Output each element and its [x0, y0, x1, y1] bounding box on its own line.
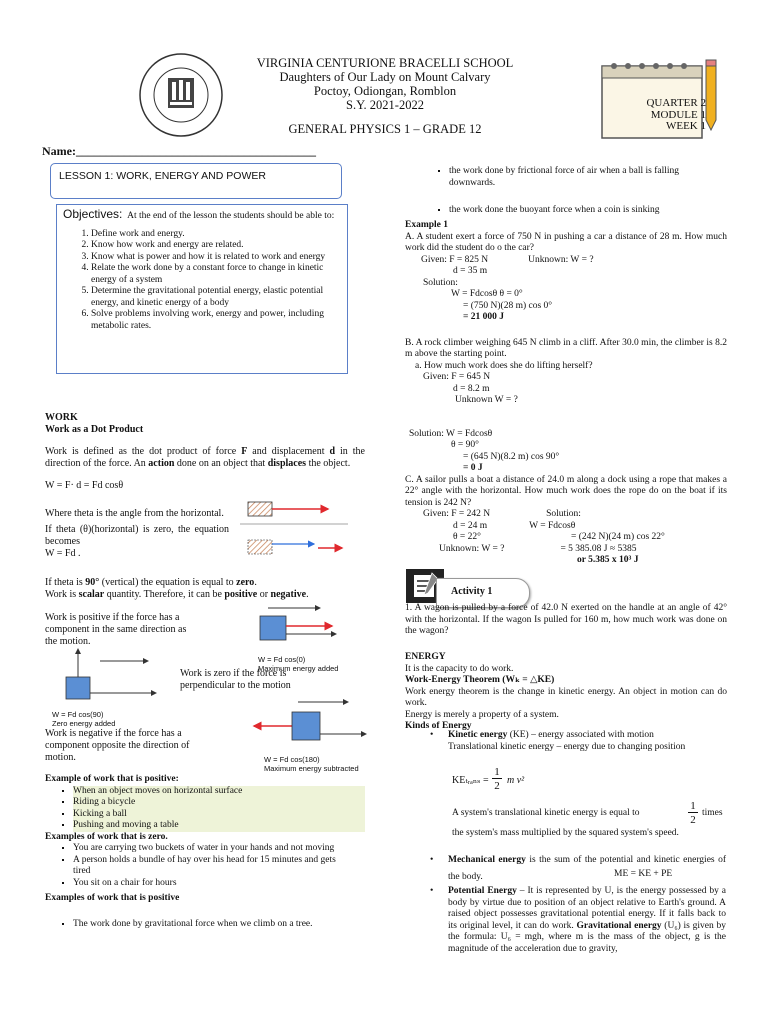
negative-work-diagram: [248, 694, 378, 776]
given-c: Given: F = 242 N: [423, 509, 491, 519]
kinds-of-energy-heading: Kinds of Energy: [405, 721, 472, 731]
zero-work-diagram: [52, 645, 182, 727]
ke-sentence: A system's translational kinetic energy is equal to 1 2 times: [452, 800, 723, 826]
work-definition: Work is defined as the dot product of force F and displacement d in the direction of the force. An action done on an object that displaces the object.: [45, 446, 365, 469]
list-item: ▪ The work done by gravitational force when we climb on a tree.: [73, 919, 353, 931]
solution-b-2: = (645 N)(8.2 m) cos 90°: [463, 451, 560, 462]
mechanical-energy-item: • Mechanical energy is the sum of the potential and kinetic energies of the body.: [430, 855, 726, 882]
lesson-title: LESSON 1: WORK, ENERGY AND POWER: [59, 170, 266, 182]
example1-heading: Example 1: [405, 220, 449, 230]
objectives-box: [56, 204, 348, 374]
module-label: MODULE 1: [650, 108, 706, 121]
example1-problem-a: A. A student exert a force of 750 N in pushing a car a distance of 28 m. How much work did the student do o the car?: [405, 231, 727, 253]
question-b: a. How much work does she do lifting herself?: [415, 360, 593, 371]
objective-item: 1. Define work and energy.: [91, 229, 341, 241]
unknown-c: Unknown: W = ?: [439, 543, 505, 554]
potential-energy-item: • Potential Energy – It is represented by U, is the energy possessed by a body by virtue due to position of an object relative to Earth's ground. A raised object possesses gravitational potential energy. If it falls back to its original level, it can do work. Gravitational energy (U₆) is given by the formula: U₆ = mgh, where m is the mass of the object, g is the magnitude of the acceleration due to gravity,: [430, 886, 726, 954]
activity-question: 1. A wagon is pulled by a force of 42.0 N exerted on the handle at an angle of 42° with the horizontal. If the wagon Is pulled for 160 m, how much work was done on the wagon?: [405, 603, 727, 636]
list-item: ▪ When an object moves on horizontal surface: [73, 786, 365, 798]
list-item: ▪ Pushing and moving a table: [73, 820, 365, 832]
distance-a: d = 35 m: [453, 266, 488, 276]
theta-c: θ = 22°: [453, 532, 481, 542]
zero-caption-note: Zero energy added: [52, 719, 116, 728]
list-item: ▪ the work done by frictional force of air when a ball is falling downwards.: [449, 166, 725, 189]
solution-a-label: Solution:: [423, 277, 458, 288]
given-b: Given: F = 645 N: [423, 372, 491, 382]
list-item: ▪ You are carrying two buckets of water in your hands and not moving: [73, 843, 353, 855]
objective-item: 2. Know how work and energy are related.: [91, 240, 341, 252]
solution-c-3: or 5.385 x 10³ J: [577, 555, 639, 565]
kinetic-energy-item: • Kinetic energy (KE) – energy associated with motion: [430, 730, 654, 740]
solution-a-1: W = Fdcosθ θ = 0°: [451, 289, 523, 299]
quarter-label: QUARTER 2: [646, 97, 706, 109]
right-examples-list: [405, 166, 725, 217]
theta-zero-text: If theta (θ)(horizontal) is zero, the equation becomes: [45, 524, 229, 547]
zero-examples-heading: Examples of work that is zero.: [45, 831, 168, 842]
list-item: ▪ the work done the buoyant force when a coin is sinking: [449, 205, 725, 217]
distance-b: d = 8.2 m: [453, 383, 490, 394]
zero-examples-list: [45, 843, 353, 889]
solution-b-label: Solution: W = Fdcosθ: [409, 428, 493, 439]
course-title: GENERAL PHYSICS 1 – GRADE 12: [288, 122, 482, 136]
school-name: VIRGINIA CENTURIONE BRACELLI SCHOOL: [256, 56, 514, 70]
example1-problem-b: B. A rock climber weighing 645 N climb in a cliff. After 30.0 min, the climber is 8.2 m above the starting point.: [405, 337, 727, 359]
positive-work-diagram: [240, 600, 370, 672]
objectives-intro: At the end of the lesson the students should be able to:: [127, 211, 335, 221]
objective-item: 6. Solve problems involving work, energy and power, including metabolic rates.: [91, 309, 341, 332]
positive2-examples-heading: Examples of work that is positive: [45, 893, 180, 903]
work-energy-theorem-text: Work energy theorem is the change in kinetic energy. An object in motion can do work.: [405, 686, 727, 708]
translational-ke-text: Translational kinetic energy – energy due to changing position: [448, 741, 686, 752]
positive-examples-list: [45, 786, 365, 832]
negative-caption-note: Maximum energy subtracted: [264, 764, 359, 773]
objectives-list: [63, 229, 341, 333]
ke-formula: KEₜᵣₐₙₛ = 1 2 m v²: [452, 766, 525, 792]
objectives-heading: Objectives:: [63, 207, 123, 221]
list-item: ▪ A person holds a bundle of hay over his head for 15 minutes and gets tired: [73, 855, 353, 878]
example1-problem-c: C. A sailor pulls a boat a distance of 24.0 m along a dock using a rope that makes a 22° angle with the horizontal. How much work does the rope do on the boat if its tension is 242 N?: [405, 474, 727, 508]
list-item: ▪ Kicking a ball: [73, 809, 365, 821]
ninety-degree-text: If theta is 90° (vertical) the equation is equal to zero.: [45, 577, 257, 588]
positive2-examples-list: [45, 919, 353, 931]
work-heading: WORK: [45, 412, 78, 423]
ke-sentence-continued: the system's mass multiplied by the squared system's speed.: [452, 828, 679, 838]
energy-definition: It is the capacity to do work.: [405, 663, 514, 674]
list-item: ▪ You sit on a chair for hours: [73, 878, 353, 890]
positive-caption-note: Maximum energy added: [258, 664, 339, 673]
solution-c-1: = (242 N)(24 m) cos 22°: [570, 532, 665, 542]
zero-caption-formula: W = Fd cos(90): [52, 710, 104, 719]
school-address: Poctoy, Odiongan, Romblon: [313, 84, 457, 98]
week-label: WEEK 1: [665, 120, 706, 132]
negative-caption-formula: W = Fd cos(180): [264, 755, 320, 764]
list-item: ▪ Riding a bicycle: [73, 797, 365, 809]
objective-item: 4. Relate the work done by a constant force to change in kinetic energy of a system: [91, 263, 341, 286]
w-equals-fd: W = Fd .: [45, 548, 81, 559]
theta-description: Where theta is the angle from the horizontal.: [45, 508, 224, 519]
positive-caption-formula: W = Fd cos(0): [258, 655, 306, 664]
objective-item: 3. Know what is power and how it is related to work and energy: [91, 252, 341, 264]
mechanical-energy-formula: ME = KE + PE: [614, 869, 673, 879]
zero-work-text: Work is zero if the force is perpendicular to the motion: [180, 668, 291, 691]
negative-work-text: Work is negative if the force has a component opposite the direction of motion.: [45, 728, 190, 763]
solution-a-3: = 21 000 J: [463, 312, 505, 322]
work-subheading: Work as a Dot Product: [45, 424, 144, 435]
school-year: S.Y. 2021-2022: [346, 98, 424, 112]
congregation: Daughters of Our Lady on Mount Calvary: [279, 70, 491, 84]
work-energy-theorem-title: Work-Energy Theorem (Wₖ = △KE): [405, 675, 555, 685]
name-field[interactable]: Name:________________________________________: [42, 144, 316, 158]
solution-b-1: θ = 90°: [451, 440, 479, 450]
solution-c-formula: W = Fdcosθ: [529, 520, 576, 531]
objective-item: 5. Determine the gravitational potential energy, elastic potential energy, and kinetic energy of a body: [91, 286, 341, 309]
positive-examples-heading: Example of work that is positive:: [45, 774, 179, 784]
angle-diagram: [238, 496, 350, 568]
work-formula: W = F· d = Fd cosθ: [45, 480, 124, 491]
energy-heading: ENERGY: [405, 652, 446, 662]
solution-c-2: = 5 385.08 J ≈ 5385: [560, 543, 637, 554]
unknown-b: Unknown W = ?: [455, 395, 518, 405]
energy-property: Energy is merely a property of a system.: [405, 709, 559, 720]
solution-b-3: = 0 J: [463, 463, 483, 473]
unknown-a: Unknown: W = ?: [528, 254, 594, 265]
lesson-title-box: [50, 163, 342, 199]
solution-c-label: Solution:: [546, 509, 581, 519]
scalar-text: Work is scalar quantity. Therefore, it can be positive or negative.: [45, 589, 309, 600]
positive-work-text: Work is positive if the force has a component in the same direction as the motion.: [45, 612, 187, 647]
activity-label: Activity 1: [451, 586, 493, 597]
distance-c: d = 24 m: [453, 520, 488, 531]
given-a: Given: F = 825 N: [421, 254, 489, 265]
solution-a-2: = (750 N)(28 m) cos 0°: [463, 300, 553, 311]
